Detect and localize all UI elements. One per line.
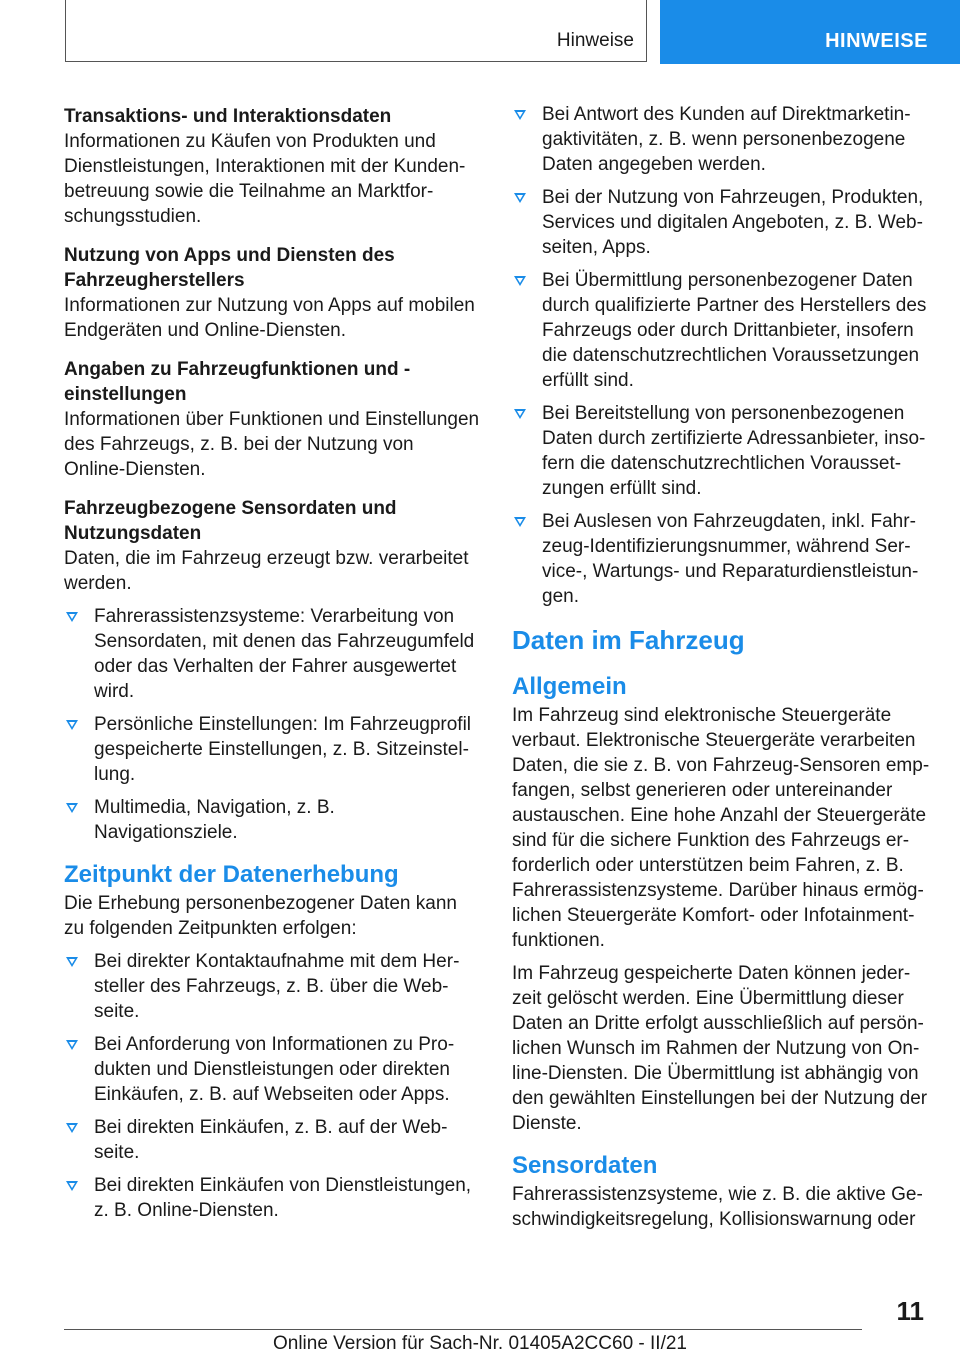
triangle-bullet-icon [66,1181,78,1191]
list-item: Fahrerassistenzsysteme: Verarbeitung von Sensordaten, mit denen das Fahrzeugumfeld oder das Verhalten der Fahrer ausgewertet wird. [64,604,480,704]
section-sensor-data [64,496,480,845]
triangle-bullet-icon [66,1040,78,1050]
list-item: Bei der Nutzung von Fahrzeugen, Produkten, Services und digitalen Angeboten, z. B. Webseiten, Apps. [512,185,930,260]
section-collection-time [64,859,480,1223]
bullet-list [512,102,930,609]
paragraph: Informationen zu Käufen von Produkten und Dienstleistungen, Interaktionen mit der Kundenbetreuung sowie die Teilnahme an Marktforschungsstudien. [64,131,466,227]
triangle-bullet-icon [514,409,526,419]
bullet-list [64,604,480,845]
list-item: Bei direkten Einkäufen von Dienstleistungen, z. B. Online-Diensten. [64,1173,480,1223]
triangle-bullet-icon [514,110,526,120]
triangle-bullet-icon [514,276,526,286]
triangle-bullet-icon [66,720,78,730]
left-column [64,104,480,1231]
paragraph: Informationen zur Nutzung von Apps auf mobilen Endgeräten und Online-Diensten. [64,295,475,341]
header-section-box [65,0,647,62]
bullet-list [64,949,480,1223]
section-heading: Zeitpunkt der Datenerhebung [64,861,399,888]
triangle-bullet-icon [66,803,78,813]
right-column [512,102,930,1232]
footer-version-text: Online Version für Sach-Nr. 01405A2CC60 - II/21 [272,1333,687,1354]
header-section-label: Hinweise [556,30,634,51]
paragraph: Im Fahrzeug sind elektronische Steuergeräte verbaut. Elektronische Steuergeräte verarbeiten Daten, die sie z. B. von Fahrzeug-Sensoren empfangen, selbst generieren oder untereinander austauschen. Eine hohe Anzahl der Steuergeräte sind für die sichere Funktion des Fahrzeugs erforderlich oder unterstützen beim Fahren, z. B. Fahrerassistenzsysteme. Darüber hinaus ermöglichen Steuergeräte Komfort- oder Infotainmentfunktionen. [512,705,930,951]
chapter-heading: Daten im Fahrzeug [512,625,745,655]
triangle-bullet-icon [514,193,526,203]
subheading: Fahrzeugbezogene Sensordaten und Nutzungsdaten [64,498,397,544]
list-item: Bei Übermittlung personenbezogener Daten durch qualifizierte Partner des Herstellers des Fahrzeugs oder durch Drittanbieter, insofern die datenschutzrechtlichen Voraussetzungen erfüllt sind. [512,268,930,393]
paragraph: Die Erhebung personenbezogener Daten kann zu folgenden Zeitpunkten erfolgen: [64,893,457,939]
triangle-bullet-icon [66,957,78,967]
list-item: Multimedia, Navigation, z. B. Navigationsziele. [64,795,480,845]
header-tab-label: HINWEISE [825,30,928,52]
list-item: Bei Auslesen von Fahrzeugdaten, inkl. Fahrzeug-Identifizierungsnummer, während Service-, Wartungs- und Reparaturdienstleistungen. [512,509,930,609]
list-item: Bei direkter Kontaktaufnahme mit dem Hersteller des Fahrzeugs, z. B. über die Webseite. [64,949,480,1024]
paragraph: Daten, die im Fahrzeug erzeugt bzw. verarbeitet werden. [64,548,469,594]
triangle-bullet-icon [66,1123,78,1133]
footer-divider [64,1329,862,1330]
section-apps [64,243,480,343]
triangle-bullet-icon [66,612,78,622]
section-heading: Sensordaten [512,1152,658,1179]
list-item: Bei Bereitstellung von personenbezogenen Daten durch zertifizierte Adressanbieter, insofern die datenschutzrechtlichen Voraussetzungen erfüllt sind. [512,401,930,501]
paragraph: Fahrerassistenzsysteme, wie z. B. die aktive Geschwindigkeitsregelung, Kollisionswarnung oder [512,1184,923,1230]
section-heading: Allgemein [512,673,627,700]
section-transactions [64,104,480,229]
subheading: Transaktions- und Interaktionsdaten [64,106,392,127]
section-vehicle-functions [64,357,480,482]
paragraph: Informationen über Funktionen und Einstellungen des Fahrzeugs, z. B. bei der Nutzung von Online-Diensten. [64,409,480,480]
paragraph: Im Fahrzeug gespeicherte Daten können jederzeit gelöscht werden. Eine Übermittlung dieser Daten an Dritte erfolgt ausschließlich auf persönlichen Wunsch im Rahmen der Nutzung von Online-Diensten. Die Übermittlung ist abhängig von den gewählten Einstellungen bei der Nutzung der Dienste. [512,963,928,1134]
header-chapter-tab[interactable] [660,0,960,64]
list-item: Bei direkten Einkäufen, z. B. auf der Webseite. [64,1115,480,1165]
subheading: Angaben zu Fahrzeugfunktionen und -einstellungen [64,359,411,405]
list-item: Bei Antwort des Kunden auf Direktmarketingaktivitäten, z. B. wenn personenbezogene Daten angegeben werden. [512,102,930,177]
list-item: Bei Anforderung von Informationen zu Produkten und Dienstleistungen oder direkten Einkäufen, z. B. auf Webseiten oder Apps. [64,1032,480,1107]
list-item: Persönliche Einstellungen: Im Fahrzeugprofil gespeicherte Einstellungen, z. B. Sitzeinstellung. [64,712,480,787]
subheading: Nutzung von Apps und Diensten des Fahrzeugherstellers [64,245,395,291]
triangle-bullet-icon [514,517,526,527]
page-number: 11 [896,1296,924,1326]
